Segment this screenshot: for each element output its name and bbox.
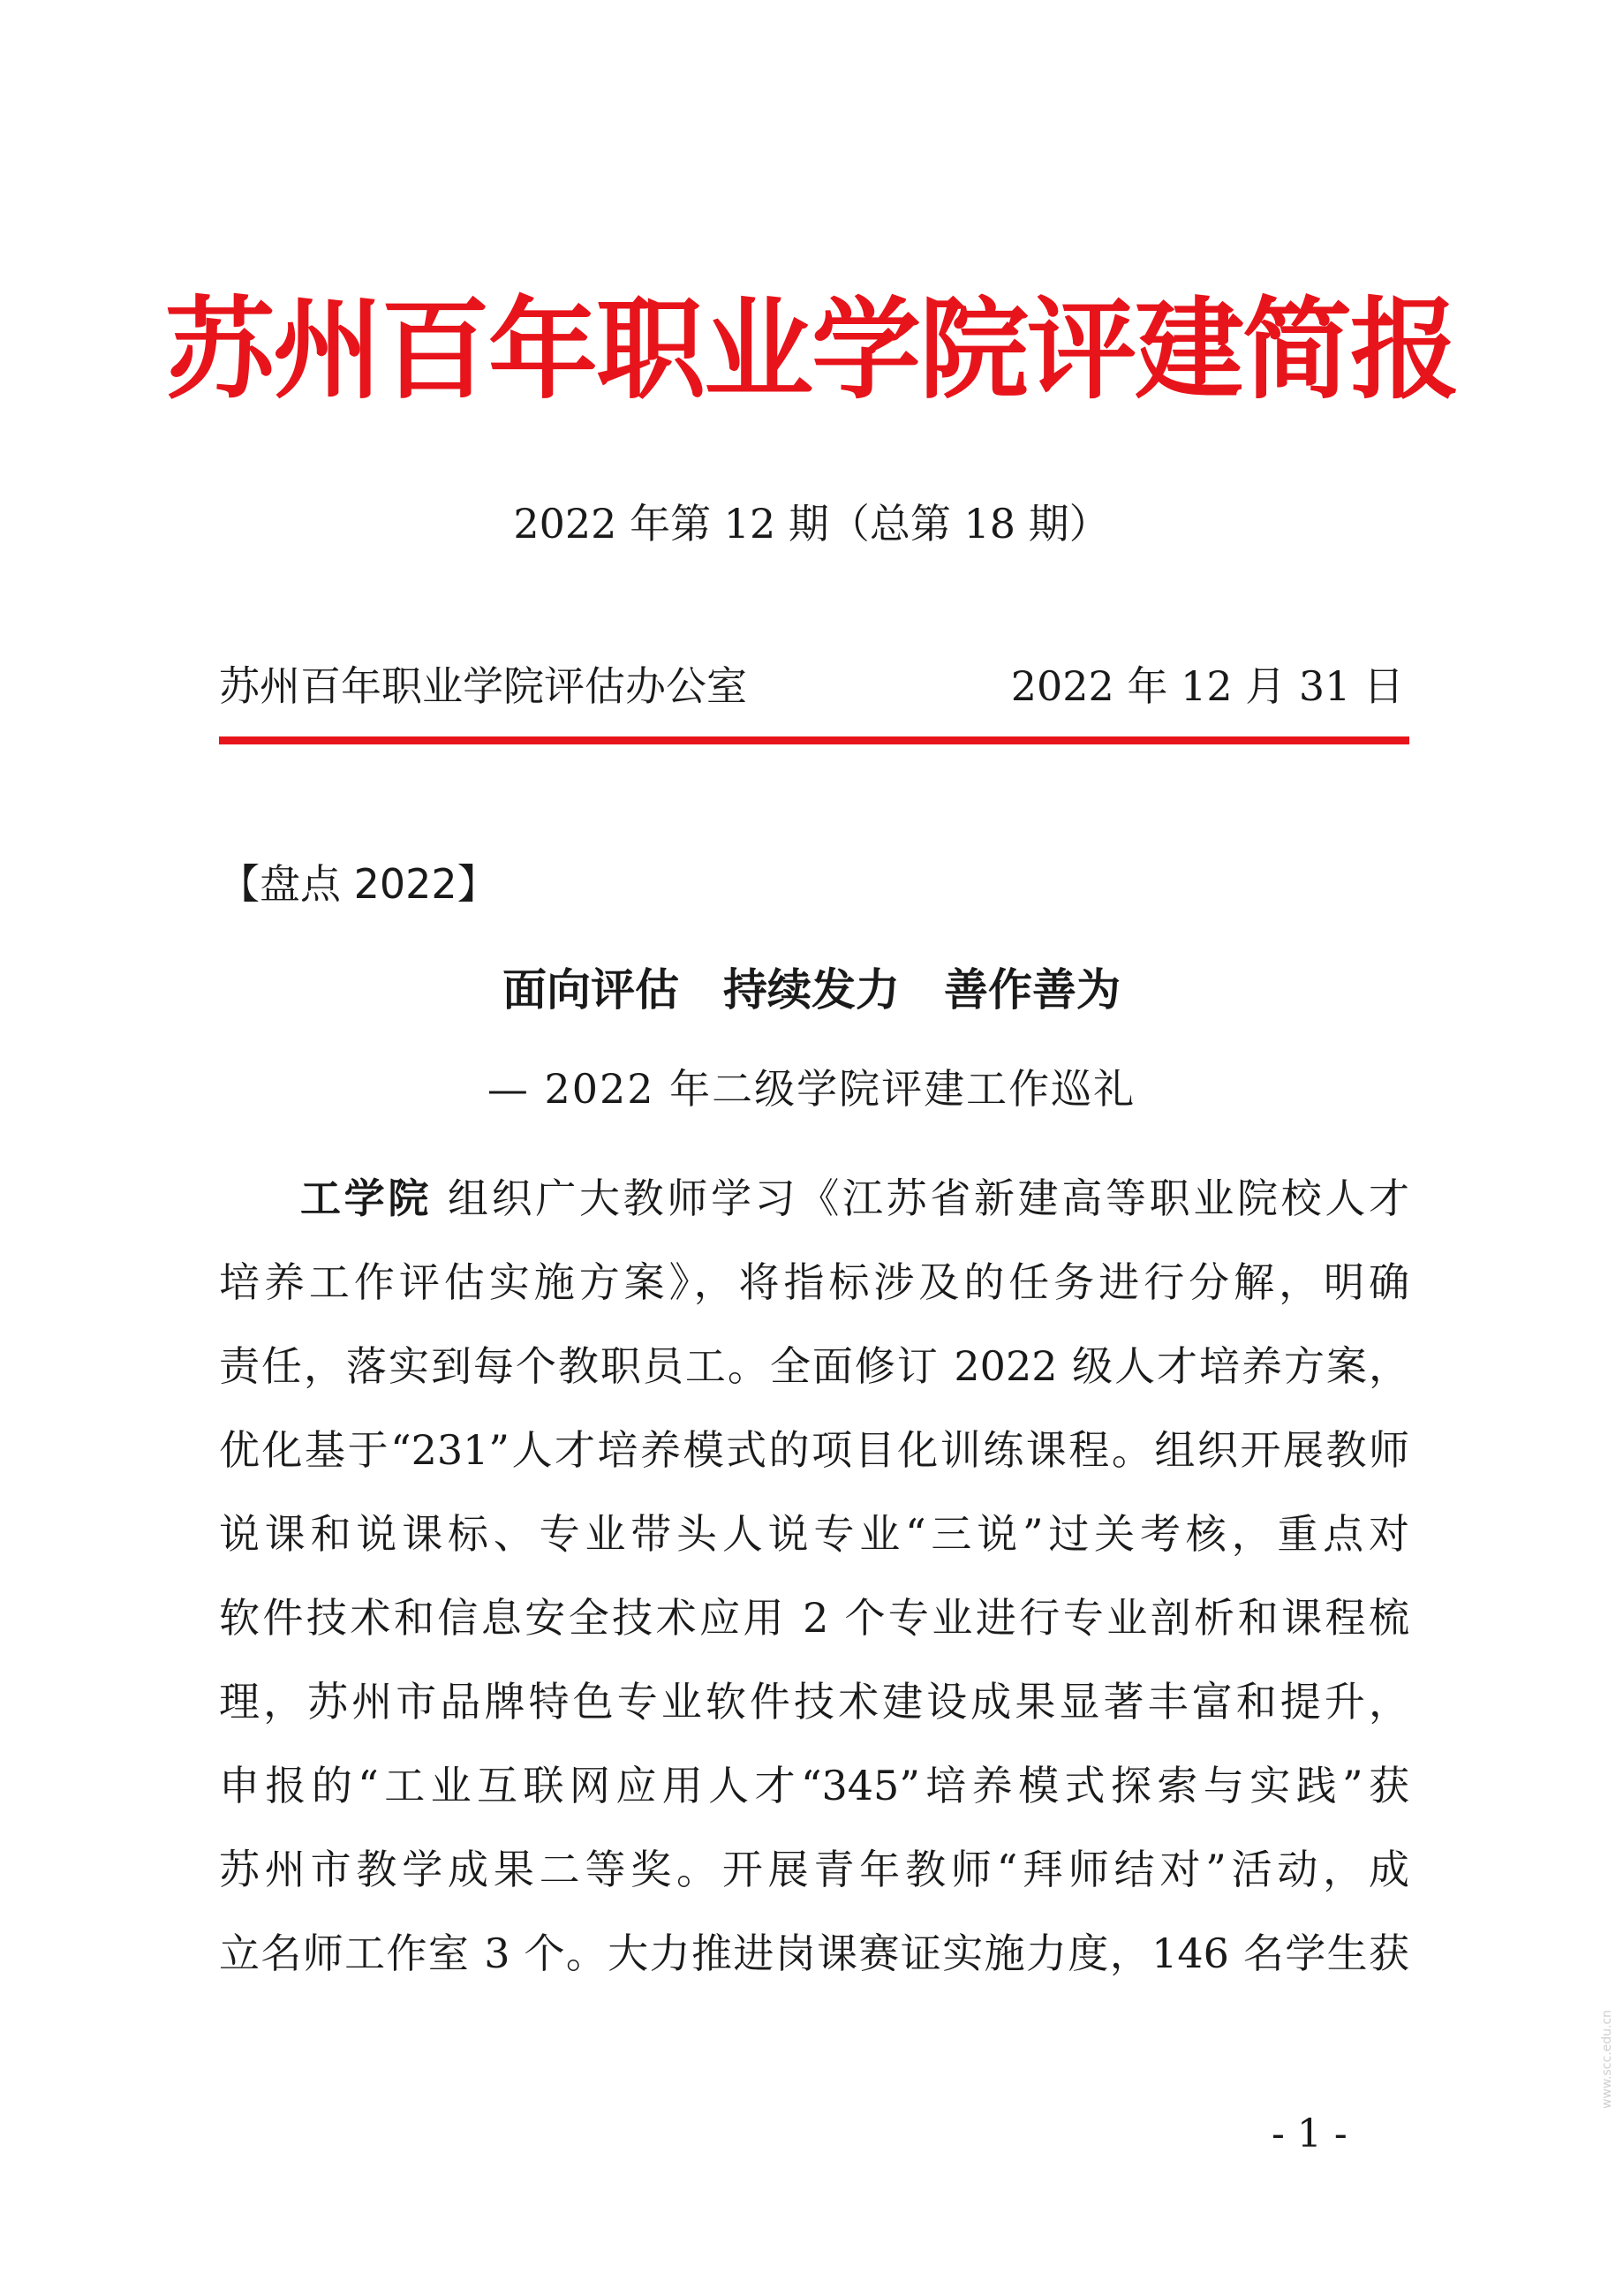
issuing-office: 苏州百年职业学院评估办公室 [219, 662, 747, 710]
body-line: 立名师工作室 3 个。大力推进岗课赛证实施力度，146 名学生获 [219, 1930, 1409, 1977]
red-divider [219, 736, 1409, 744]
article-headline: 面向评估 持续发力 善作善为 [502, 963, 1121, 1016]
article-body [219, 1157, 1409, 1996]
article-subhead: — 2022 年二级学院评建工作巡礼 [487, 1065, 1136, 1113]
body-line-text: 组织广大教师学习《江苏省新建高等职业院校人才 [448, 1174, 1409, 1222]
body-line: 说课和说课标、专业带头人说专业“三说”过关考核，重点对 [219, 1510, 1409, 1558]
masthead-title: 苏州百年职业学院评建简报 [164, 287, 1458, 414]
body-line: 软件技术和信息安全技术应用 2 个专业进行专业剖析和课程梳 [219, 1594, 1409, 1642]
body-line [219, 1157, 1409, 1241]
body-line: 苏州市教学成果二等奖。开展青年教师“拜师结对”活动，成 [219, 1846, 1409, 1893]
page-number: - 1 - [1272, 2111, 1347, 2156]
lead-label: 工学院 [300, 1174, 432, 1222]
site-watermark: www.scc.edu.cn [1600, 2009, 1614, 2109]
body-line: 责任，落实到每个教职员工。全面修订 2022 级人才培养方案， [219, 1342, 1409, 1390]
meta-row [219, 662, 1404, 710]
body-line: 理，苏州市品牌特色专业软件技术建设成果显著丰富和提升， [219, 1678, 1409, 1726]
body-line: 申报的“工业互联网应用人才“345”培养模式探索与实践”获 [219, 1762, 1409, 1809]
section-tag: 【盘点 2022】 [219, 860, 498, 908]
issue-number: 2022 年第 12 期（总第 18 期） [513, 500, 1110, 548]
body-line: 优化基于“231”人才培养模式的项目化训练课程。组织开展教师 [219, 1426, 1409, 1474]
issue-date: 2022 年 12 月 31 日 [1010, 662, 1404, 710]
body-line: 培养工作评估实施方案》，将指标涉及的任务进行分解，明确 [219, 1258, 1409, 1306]
